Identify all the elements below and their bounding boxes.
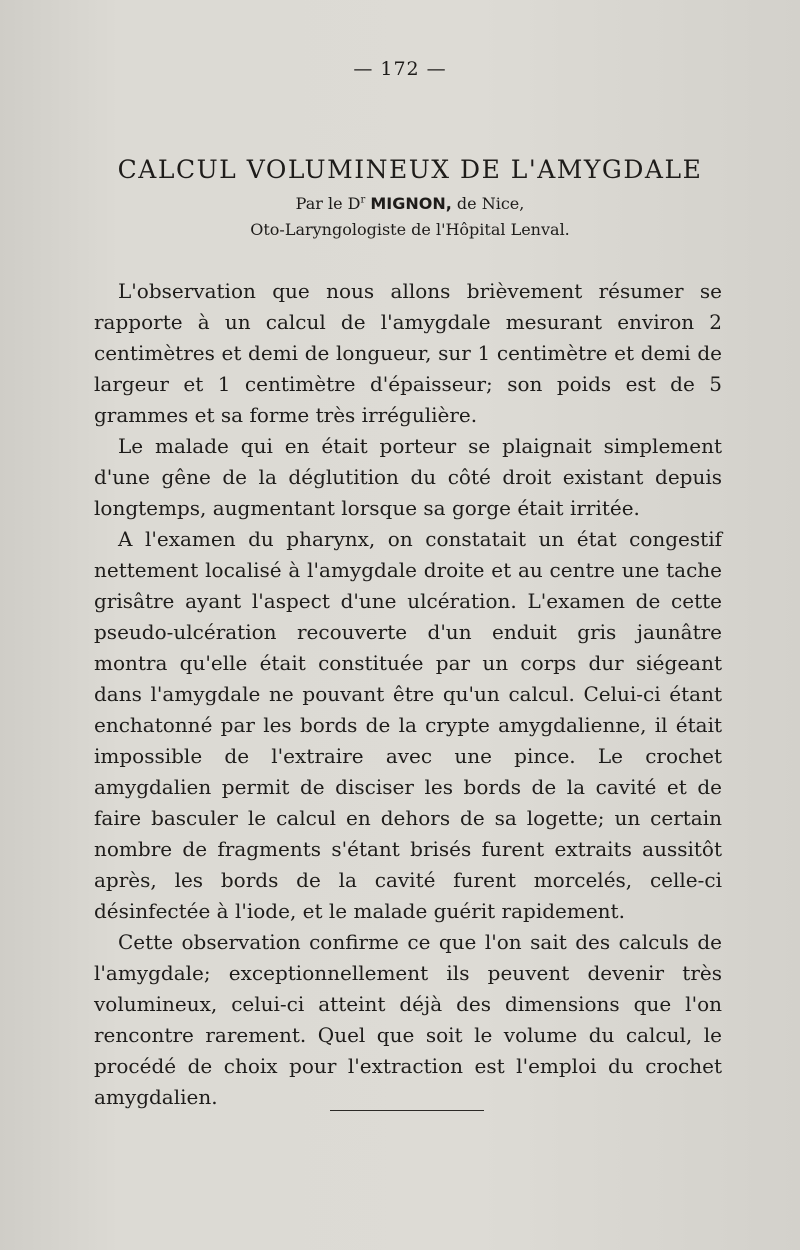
end-rule-divider — [330, 1110, 484, 1111]
article-title: CALCUL VOLUMINEUX DE L'AMYGDALE — [117, 154, 703, 184]
author-byline — [0, 194, 800, 213]
byline-superscript: r — [360, 194, 366, 206]
paragraph-2: Le malade qui en était porteur se plaignait simplement d'une gêne de la déglutition du côté droit existant depuis longtemps, augmentant lorsque sa gorge était irritée. — [94, 434, 722, 520]
byline-suffix: de Nice, — [451, 194, 525, 213]
byline-prefix: Par le D — [295, 194, 361, 213]
author-affiliation: Oto-Laryngologiste de l'Hôpital Lenval. — [250, 220, 570, 239]
author-name: MIGNON, — [370, 194, 452, 213]
article-body — [94, 276, 722, 1113]
paragraph-3: A l'examen du pharynx, on constatait un état congestif nettement localisé à l'amygdale droite et au centre une tache grisâtre ayant l'aspect d'une ulcération. L'examen de cette pseudo-ulcération recouverte d'un enduit gris jaunâtre montra qu'elle était constituée par un corps dur siégeant dans l'amygdale ne pouvant être qu'un calcul. Celui-ci étant enchatonné par les bords de la crypte amygdalienne, il était impossible de l'extraire avec une pince. Le crochet amygdalien permit de disciser les bords de la cavité et de faire basculer le calcul en dehors de sa logette; un certain nombre de fragments s'étant brisés furent extraits aussitôt après, les bords de la cavité furent morcelés, celle-ci désinfectée à l'iode, et le malade guérit rapidement. — [94, 527, 722, 923]
paragraph-4: Cette observation confirme ce que l'on sait des calculs de l'amygdale; exceptionnellement ils peuvent devenir très volumineux, celui-ci atteint déjà des dimensions que l'on rencontre rarement. Quel que soit le volume du calcul, le procédé de choix pour l'extraction est l'emploi du crochet amygdalien. — [94, 930, 722, 1109]
page-number: — 172 — — [353, 58, 447, 80]
paragraph-1: L'observation que nous allons brièvement résumer se rapporte à un calcul de l'amygdale mesurant environ 2 centimètres et demi de longueur, sur 1 centimètre et demi de largeur et 1 centimètre d'épaisseur; son poids est de 5 grammes et sa forme très irrégulière. — [94, 279, 722, 427]
